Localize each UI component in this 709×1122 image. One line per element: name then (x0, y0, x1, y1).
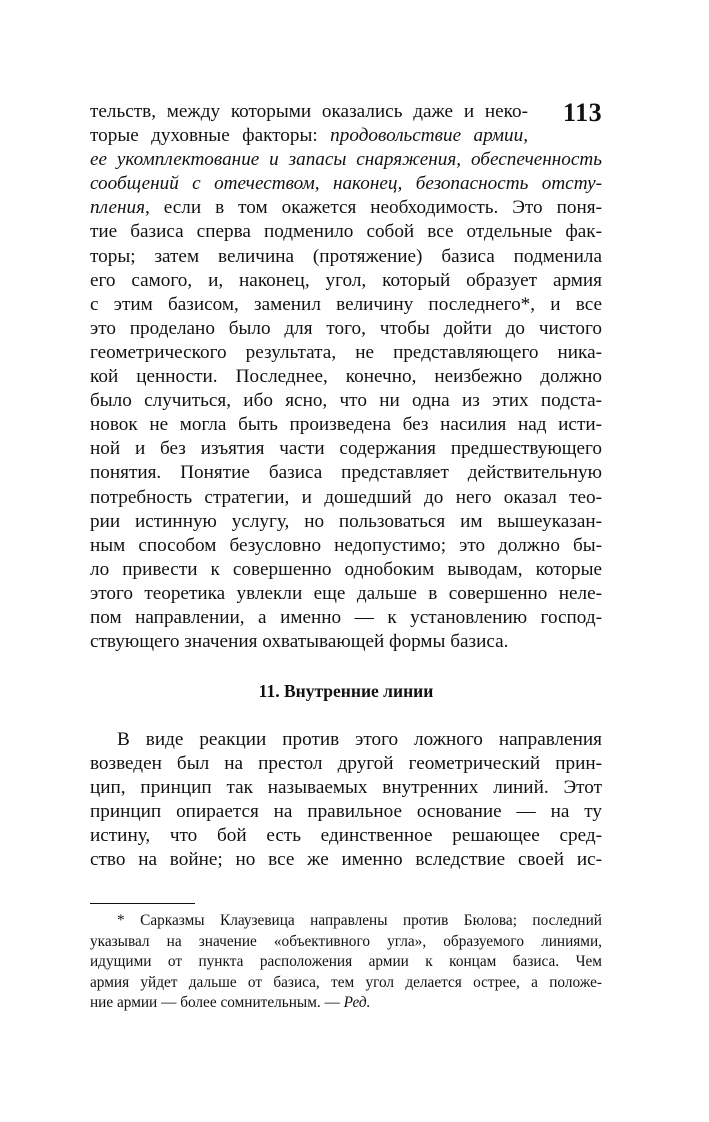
italic-segment: сообщений с отечеством, наконец, безопасность отсту- (90, 173, 602, 195)
text-line: новок не могла быть произведена без насилия над исти- (90, 414, 602, 436)
footnote-line (90, 993, 602, 1014)
text-line: рии истинную услугу, но пользоваться им вышеуказан- (90, 510, 602, 532)
italic-segment: ее укомплектование и запасы снаряжения, обеспеченность (90, 149, 602, 171)
footnote-divider (90, 903, 195, 904)
text-line: кой ценности. Последнее, конечно, неизбежно должно (90, 366, 602, 388)
text-line (90, 124, 528, 148)
footnote-line: идущими от пункта расположения армии к концам базиса. Чем (90, 953, 602, 970)
text-line: ным способом безусловно недопустимо; это должно бы- (90, 534, 602, 556)
text-line: потребность стратегии, и дошедший до него оказал тео- (90, 486, 602, 508)
text-line: с этим базисом, заменил величину последнего*, и все (90, 293, 602, 315)
italic-line (90, 148, 602, 172)
text-line: торы; затем величина (протяжение) базиса подменила (90, 245, 602, 267)
text-segment: торые духовные факторы: (90, 125, 331, 147)
text-line: геометрического результата, не представляющего ника- (90, 341, 602, 363)
footnote-line: указывал на значение «объективного угла», образуемого линиями, (90, 932, 602, 950)
text-line: тие базиса сперва подменило собой все отдельные фак- (90, 221, 602, 243)
paragraph-2 (90, 728, 602, 873)
text-line: пом направлении, а именно — к установлению господ- (90, 606, 602, 628)
text-line: его самого, и, наконец, угол, который образует армия (90, 269, 602, 291)
footnote-line: армия уйдет дальше от базиса, тем угол делается острее, а положе- (90, 973, 602, 991)
text-line: ствующего значения охватывающей формы базиса. (90, 631, 509, 653)
page-number: 113 (563, 98, 603, 127)
italic-line (90, 172, 602, 196)
paragraph-1 (90, 100, 602, 654)
italic-segment: продовольствие армии, (330, 125, 529, 147)
text-segment: ние армии — более сомнительным. — (90, 994, 344, 1011)
footnote (90, 911, 602, 1014)
text-line: истину, что бой есть единственное решающее сред- (90, 825, 602, 847)
text-line (90, 196, 602, 220)
text-line: ло привести к совершенно однобоким выводам, которые (90, 558, 602, 580)
italic-segment: пления, (90, 197, 150, 219)
text-segment: если в том окажется необходимость. Это поня- (149, 197, 602, 219)
text-line: ной и без изъятия части содержания предшествующего (90, 438, 602, 460)
text-line: этого теоретика увлекли еще дальше в совершенно неле- (90, 582, 602, 604)
text-line: ство на войне; но все же именно вследствие своей ис- (90, 849, 602, 871)
text-line: тельств, между которыми оказались даже и неко- (90, 101, 528, 122)
text-line: понятия. Понятие базиса представляет действительную (90, 462, 602, 484)
editor-mark: Ред. (343, 994, 371, 1011)
text-line: это проделано было для того, чтобы дойти до чистого (90, 317, 602, 339)
text-line: принцип опирается на правильное основание — на ту (90, 801, 602, 823)
text-line: возведен был на престол другой геометрический прин- (90, 753, 602, 775)
text-line: В виде реакции против этого ложного направления (117, 729, 602, 750)
footnote-line: * Сарказмы Клаузевица направлены против Бюлова; последний (117, 912, 602, 929)
text-line: было случиться, ибо ясно, что ни одна из этих подста- (90, 390, 602, 412)
section-heading: 11. Внутренние линии (258, 681, 434, 701)
text-line: цип, принцип так называемых внутренних линий. Этот (90, 777, 602, 799)
